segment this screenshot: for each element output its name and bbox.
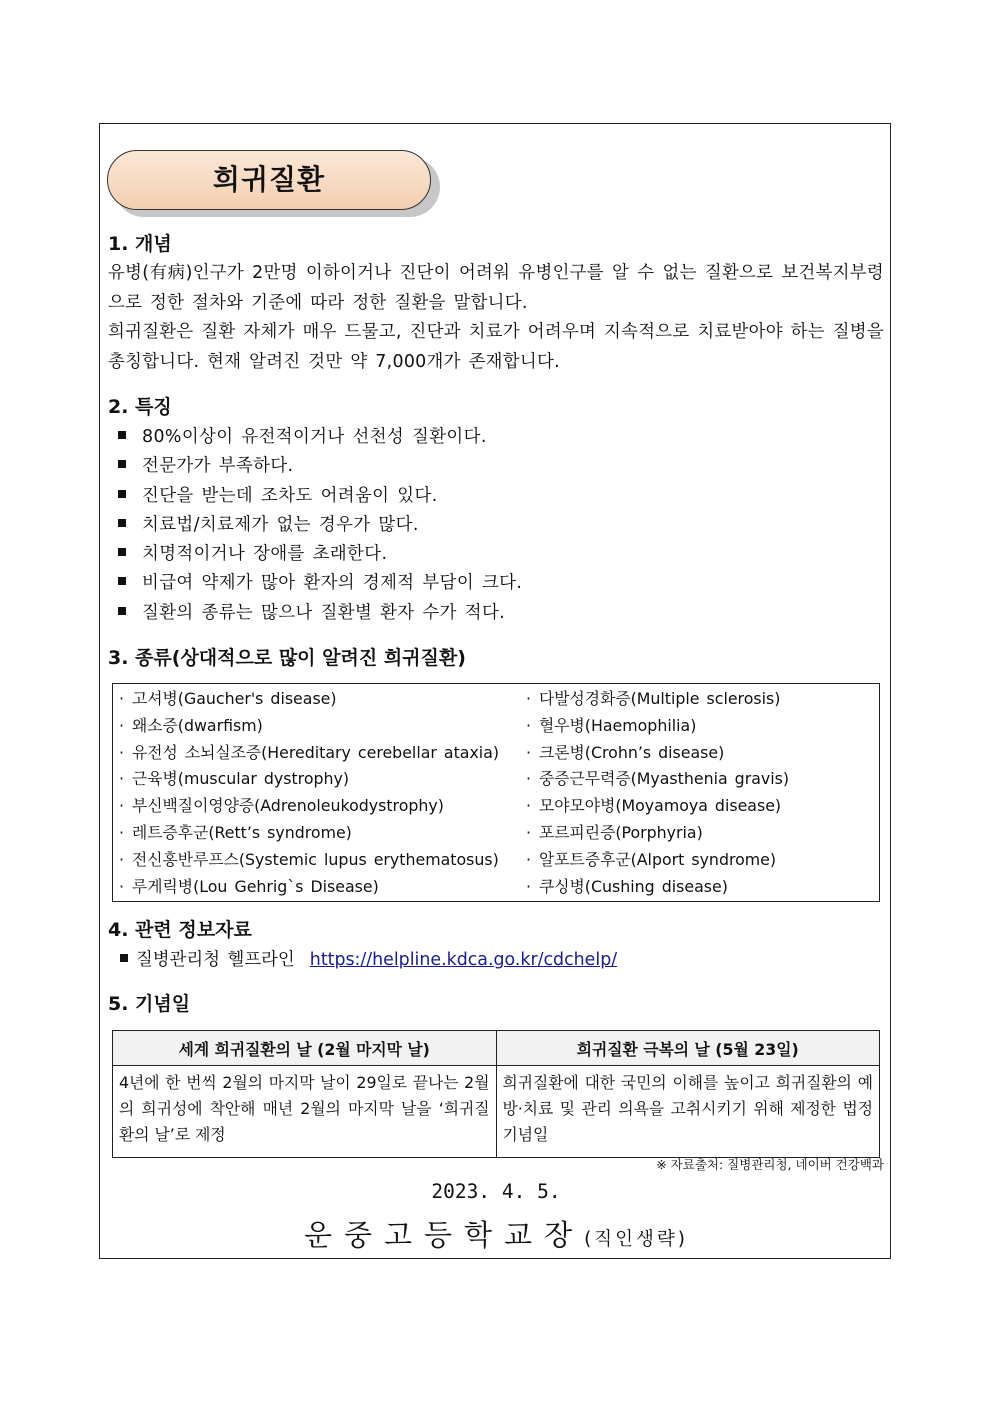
square-bullet-icon [118,577,126,585]
list-item: · 모야모야병(Moyamoya disease) [526,793,789,820]
list-item: 비급여 약제가 많아 환자의 경제적 부담이 크다. [118,569,522,598]
square-bullet-icon [118,431,126,439]
list-item: 질환의 종류는 많으나 질환별 환자 수가 적다. [118,599,522,628]
list-item: · 다발성경화증(Multiple sclerosis) [526,686,789,713]
features-list [118,423,522,628]
list-item: · 포르피린증(Porphyria) [526,820,789,847]
list-item: · 루게릭병(Lou Gehrig`s Disease) [119,874,499,901]
list-item: · 레트증후군(Rett’s syndrome) [119,820,499,847]
list-item: · 유전성 소뇌실조증(Hereditary cerebellar ataxia) [119,740,499,767]
source-note: ※ 자료출처: 질병관리청, 네이버 건강백과 [656,1157,884,1172]
concept-paragraph-1: 유병(有病)인구가 2만명 이하이거나 진단이 어려워 유병인구를 알 수 없는 질환으로 보건복지부령으로 정한 절차와 기준에 따라 정한 질환을 말합니다. [108,263,884,313]
helpline-label: 질병관리청 헬프라인 [136,950,295,970]
square-bullet-icon [118,548,126,556]
section-types-heading: 3. 종류(상대적으로 많이 알려진 희귀질환) [108,647,466,669]
memorial-days-table [112,1030,880,1158]
square-bullet-icon [118,490,126,498]
info-line [120,945,617,970]
types-right-column [526,686,789,900]
square-bullet-icon [120,954,128,962]
table-row [113,1066,880,1158]
types-left-column [119,686,499,900]
list-item: · 전신홍반루프스(Systemic lupus erythematosus) [119,847,499,874]
list-item: · 크론병(Crohn’s disease) [526,740,789,767]
square-bullet-icon [118,519,126,527]
square-bullet-icon [118,607,126,615]
list-item: 전문가가 부족하다. [118,452,522,481]
cell-world-day-description: 4년에 한 번씩 2월의 마지막 날이 29일로 끝나는 2월의 희귀성에 착안해 매년 2월의 마지막 날을 ‘희귀질환의 날’로 제정 [113,1066,497,1158]
list-item: · 쿠싱병(Cushing disease) [526,874,789,901]
list-item: · 부신백질이영양증(Adrenoleukodystrophy) [119,793,499,820]
list-item: 80%이상이 유전적이거나 선천성 질환이다. [118,423,522,452]
list-item: · 중증근무력증(Myasthenia gravis) [526,766,789,793]
list-item: · 혈우병(Haemophilia) [526,713,789,740]
list-item: · 알포트증후군(Alport syndrome) [526,847,789,874]
cell-overcoming-day-description: 희귀질환에 대한 국민의 이해를 높이고 희귀질환의 예방·치료 및 관리 의욕을 고취시키기 위해 제정한 법정기념일 [496,1066,880,1158]
signature-seal-omitted: (직인생략) [584,1229,689,1250]
signature-principal: 운중고등학교장 [303,1218,585,1252]
section-days-heading: 5. 기념일 [108,993,191,1015]
table-header-row [113,1031,880,1066]
square-bullet-icon [118,460,126,468]
section-features-heading: 2. 특징 [108,396,172,418]
list-item: 진단을 받는데 조차도 어려움이 있다. [118,482,522,511]
disease-types-box [112,683,880,902]
signature [0,1213,992,1254]
list-item: · 왜소증(dwarfism) [119,713,499,740]
list-item: 치료법/치료제가 없는 경우가 많다. [118,511,522,540]
header-rare-disease-overcoming-day: 희귀질환 극복의 날 (5월 23일) [496,1031,880,1066]
list-item: 치명적이거나 장애를 초래한다. [118,540,522,569]
helpline-link[interactable]: https://helpline.kdca.go.kr/cdchelp/ [309,950,618,970]
header-world-rare-disease-day: 세계 희귀질환의 날 (2월 마지막 날) [113,1031,497,1066]
page-title: 희귀질환 [107,150,431,210]
list-item: · 고셔병(Gaucher's disease) [119,686,499,713]
concept-paragraph-2: 희귀질환은 질환 자체가 매우 드물고, 진단과 치료가 어려우며 지속적으로 치료받아야 하는 질병을 총칭합니다. 현재 알려진 것만 약 7,000개가 존재합니다. [108,322,884,372]
section-concept-heading: 1. 개념 [108,233,172,255]
document-date: 2023. 4. 5. [431,1180,561,1203]
section-info-heading: 4. 관련 정보자료 [108,919,252,941]
list-item: · 근육병(muscular dystrophy) [119,766,499,793]
